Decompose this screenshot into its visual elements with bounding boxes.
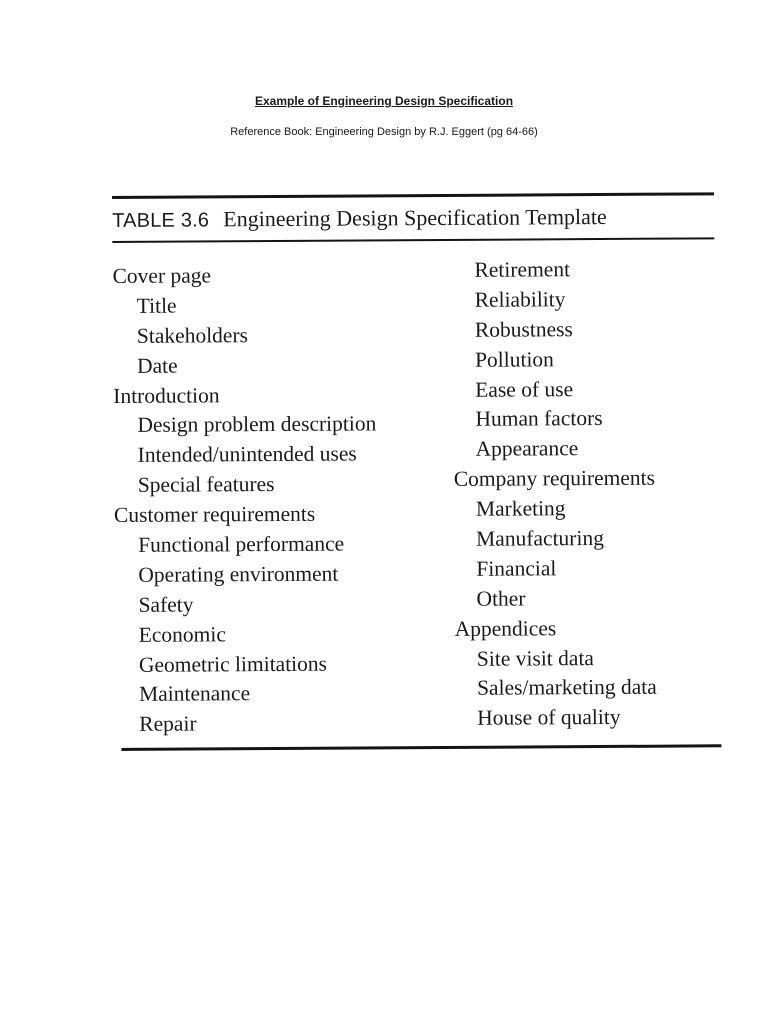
- section-item: Reliability: [474, 287, 566, 312]
- section-item: Site visit data: [476, 645, 594, 671]
- section-item: Intended/unintended uses: [137, 441, 357, 468]
- section-item: Financial: [476, 556, 557, 581]
- reference-line: Reference Book: Engineering Design by R.J. Eggert (pg 64-66): [230, 126, 538, 138]
- section-item: Human factors: [475, 406, 603, 432]
- section-item: Robustness: [474, 316, 573, 342]
- section-item: Repair: [139, 711, 197, 737]
- section-item: Other: [476, 586, 526, 611]
- table-bottom-rule: [121, 744, 721, 751]
- section-item: Marketing: [475, 496, 566, 521]
- table-header-rule: [112, 237, 714, 243]
- section-item: Operating environment: [138, 561, 339, 587]
- section-item: Maintenance: [139, 681, 251, 707]
- section-item: Pollution: [474, 346, 554, 372]
- right-column: [452, 255, 657, 734]
- section-heading: Company requirements: [453, 465, 656, 492]
- left-column: [112, 260, 378, 740]
- section-item: Manufacturing: [476, 526, 604, 551]
- section-item: House of quality: [477, 705, 621, 731]
- section-item: Special features: [137, 472, 275, 498]
- section-item: Stakeholders: [136, 322, 249, 348]
- section-item: Safety: [138, 592, 194, 617]
- table-title: Engineering Design Specification Template: [223, 203, 607, 232]
- scanned-table: [112, 186, 721, 760]
- section-item: Functional performance: [138, 531, 345, 557]
- section-item: Appearance: [475, 436, 579, 462]
- section-item: Retirement: [474, 257, 571, 282]
- section-item: Economic: [138, 622, 226, 647]
- document-title: Example of Engineering Design Specification: [254, 94, 514, 108]
- section-item: Date: [136, 353, 178, 378]
- section-heading: Customer requirements: [113, 501, 316, 528]
- section-heading: Introduction: [113, 382, 220, 408]
- section-item: Geometric limitations: [138, 651, 328, 677]
- section-item: Ease of use: [475, 376, 574, 402]
- table-number: TABLE 3.6: [112, 209, 210, 232]
- section-item: Design problem description: [137, 411, 377, 438]
- section-heading: Appendices: [454, 615, 557, 641]
- section-heading: Cover page: [112, 263, 212, 288]
- section-item: Sales/marketing data: [476, 675, 657, 701]
- table-caption: [112, 204, 607, 233]
- table-top-rule: [112, 192, 714, 199]
- section-item: Title: [136, 293, 177, 318]
